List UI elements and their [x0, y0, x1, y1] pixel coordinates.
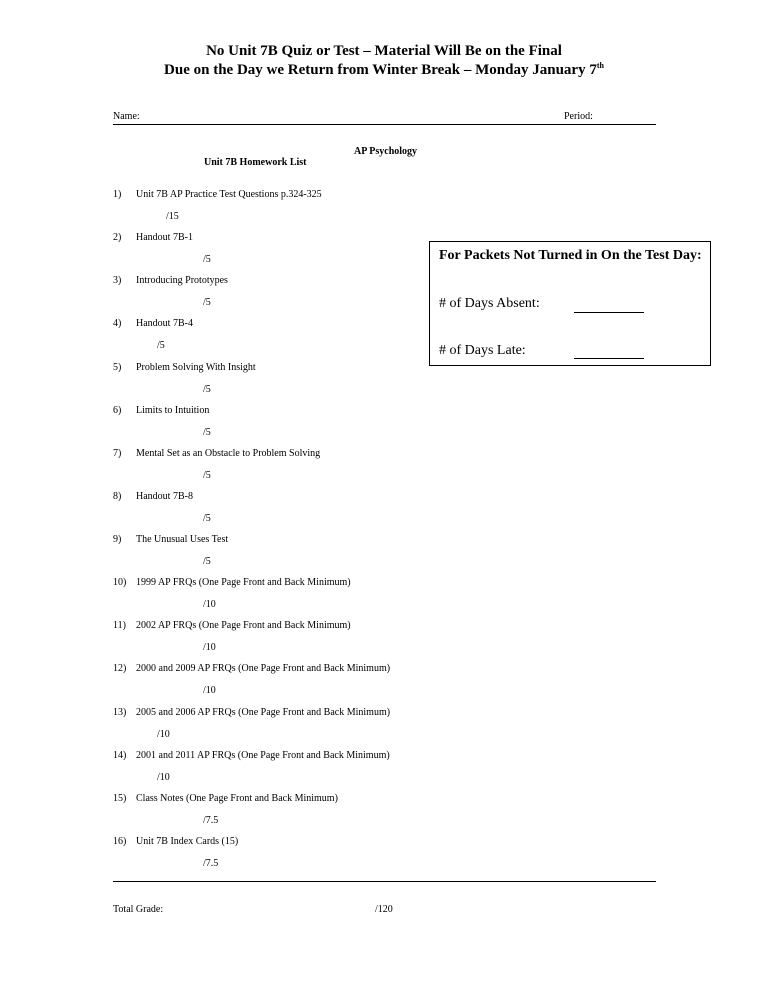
list-item-title: Handout 7B-8: [136, 491, 193, 502]
packet-box-title: For Packets Not Turned in On the Test Day:: [439, 248, 702, 263]
list-item-score: /5: [203, 470, 211, 481]
list-item-number: 6): [113, 405, 122, 416]
homework-list-title: Unit 7B Homework List: [204, 157, 307, 168]
list-item-score: /10: [203, 642, 216, 653]
list-item-title: Limits to Intuition: [136, 405, 210, 416]
list-item-score: /10: [157, 729, 170, 740]
list-item-title: The Unusual Uses Test: [136, 534, 229, 545]
list-item-number: 11): [113, 620, 126, 631]
days-absent-label: # of Days Absent:: [439, 296, 540, 311]
list-item-score: /15: [166, 211, 179, 222]
list-item-score: /5: [157, 340, 165, 351]
header-line-2: [0, 61, 768, 79]
list-item-title: Unit 7B Index Cards (15): [136, 836, 239, 847]
list-item-number: 2): [113, 232, 122, 243]
list-item-number: 10): [113, 577, 127, 588]
list-item-number: 8): [113, 491, 122, 502]
name-line: [113, 124, 656, 125]
list-item-title: Introducing Prototypes: [136, 275, 228, 286]
header-line-2-text: Due on the Day we Return from Winter Break – Monday January 7: [164, 62, 597, 78]
list-item-number: 12): [113, 663, 127, 674]
days-late-blank: [574, 358, 644, 359]
list-item-number: 7): [113, 448, 122, 459]
total-grade-label: Total Grade:: [113, 904, 164, 915]
list-item-title: Problem Solving With Insight: [136, 362, 256, 373]
list-item-number: 16): [113, 836, 127, 847]
list-item-number: 3): [113, 275, 122, 286]
list-item-number: 14): [113, 750, 127, 761]
list-item-score: /5: [203, 254, 211, 265]
list-item-score: /7.5: [203, 858, 219, 869]
list-item-title: 2000 and 2009 AP FRQs (One Page Front and Back Minimum): [136, 663, 391, 674]
list-item-title: Handout 7B-1: [136, 232, 193, 243]
list-item-title: 2002 AP FRQs (One Page Front and Back Minimum): [136, 620, 351, 631]
days-absent-blank: [574, 312, 644, 313]
list-item-number: 13): [113, 707, 127, 718]
list-item-title: 2001 and 2011 AP FRQs (One Page Front and Back Minimum): [136, 750, 390, 761]
list-item-score: /10: [157, 772, 170, 783]
days-late-label: # of Days Late:: [439, 343, 526, 358]
list-item-title: Handout 7B-4: [136, 318, 193, 329]
list-item-score: /5: [203, 556, 211, 567]
list-item-score: /10: [203, 599, 216, 610]
list-item-score: /5: [203, 384, 211, 395]
packet-status-box: [429, 241, 711, 366]
list-item-number: 1): [113, 189, 122, 200]
header-line-1: No Unit 7B Quiz or Test – Material Will Be on the Final: [206, 43, 562, 59]
list-item-number: 5): [113, 362, 122, 373]
course-title: AP Psychology: [354, 146, 418, 157]
list-item-title: 1999 AP FRQs (One Page Front and Back Minimum): [136, 577, 351, 588]
list-item-number: 15): [113, 793, 127, 804]
period-label: Period:: [564, 111, 593, 122]
list-item-number: 9): [113, 534, 122, 545]
list-item-score: /5: [203, 427, 211, 438]
list-item-score: /5: [203, 513, 211, 524]
total-divider: [113, 881, 656, 882]
list-item-score: /10: [203, 685, 216, 696]
list-item-title: Unit 7B AP Practice Test Questions p.324-325: [136, 189, 322, 200]
name-label: Name:: [113, 111, 140, 122]
list-item-score: /7.5: [203, 815, 219, 826]
list-item-score: /5: [203, 297, 211, 308]
list-item-title: 2005 and 2006 AP FRQs (One Page Front and Back Minimum): [136, 707, 391, 718]
list-item-title: Class Notes (One Page Front and Back Minimum): [136, 793, 338, 804]
list-item-number: 4): [113, 318, 122, 329]
total-grade-score: /120: [375, 904, 393, 915]
list-item-title: Mental Set as an Obstacle to Problem Solving: [136, 448, 321, 459]
header-line-2-superscript: th: [596, 61, 604, 70]
